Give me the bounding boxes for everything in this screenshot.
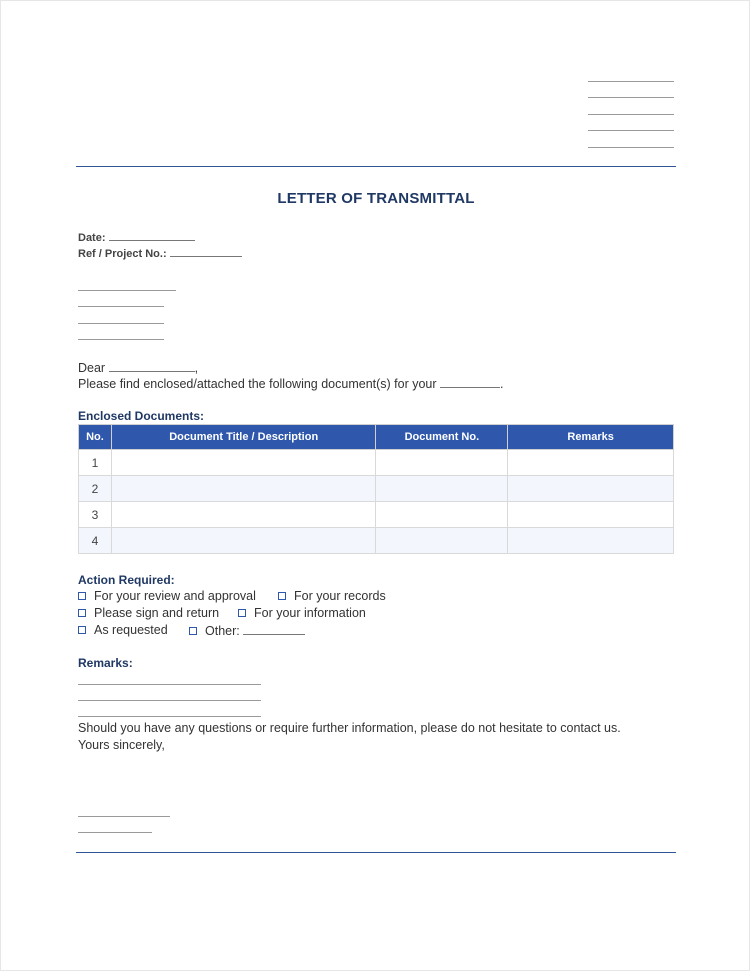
doc-no-cell[interactable]	[376, 450, 508, 476]
col-header-doc-no: Document No.	[376, 425, 508, 450]
signature-line[interactable]	[78, 816, 170, 817]
remarks-cell[interactable]	[508, 476, 674, 502]
option-as-requested[interactable]	[78, 623, 168, 637]
page-title: LETTER OF TRANSMITTAL	[277, 190, 475, 207]
remarks-cell[interactable]	[508, 528, 674, 554]
option-label: Please sign and return	[94, 606, 220, 620]
remarks-heading: Remarks:	[78, 656, 133, 670]
remarks-cell[interactable]	[508, 450, 674, 476]
sender-line[interactable]	[78, 339, 164, 340]
intro-period: .	[500, 377, 504, 391]
option-review-approval[interactable]	[78, 589, 256, 603]
address-line[interactable]	[588, 130, 674, 131]
address-line[interactable]	[588, 97, 674, 98]
checkbox-icon[interactable]	[238, 609, 246, 617]
action-heading: Action Required:	[78, 573, 175, 587]
address-line[interactable]	[588, 147, 674, 148]
ref-blank[interactable]	[170, 245, 242, 257]
table-row	[79, 476, 674, 502]
sender-line[interactable]	[78, 306, 164, 307]
remarks-cell[interactable]	[508, 502, 674, 528]
remarks-line[interactable]	[78, 716, 261, 717]
title-cell[interactable]	[111, 528, 376, 554]
option-label: As requested	[94, 623, 168, 637]
row-number: 3	[79, 502, 112, 528]
table-header-row	[79, 425, 674, 450]
option-records[interactable]	[278, 589, 386, 603]
doc-no-cell[interactable]	[376, 476, 508, 502]
signoff: Yours sincerely,	[78, 738, 165, 752]
row-number: 2	[79, 476, 112, 502]
col-header-remarks: Remarks	[508, 425, 674, 450]
date-field	[78, 229, 195, 244]
address-line[interactable]	[588, 81, 674, 82]
address-line[interactable]	[588, 114, 674, 115]
date-label: Date:	[78, 232, 106, 244]
col-header-no: No.	[79, 425, 112, 450]
checkbox-icon[interactable]	[189, 627, 197, 635]
option-label: For your information	[254, 606, 366, 620]
sender-line[interactable]	[78, 290, 176, 291]
option-other[interactable]	[189, 623, 305, 638]
checkbox-icon[interactable]	[278, 592, 286, 600]
col-header-title: Document Title / Description	[111, 425, 376, 450]
doc-no-cell[interactable]	[376, 528, 508, 554]
enclosed-heading: Enclosed Documents:	[78, 409, 205, 423]
table-row	[79, 528, 674, 554]
row-number: 1	[79, 450, 112, 476]
option-label: Other:	[205, 624, 240, 638]
option-information[interactable]	[238, 606, 366, 620]
signature-line[interactable]	[78, 832, 152, 833]
title-cell[interactable]	[111, 476, 376, 502]
doc-no-cell[interactable]	[376, 502, 508, 528]
title-cell[interactable]	[111, 502, 376, 528]
recipient-blank[interactable]	[109, 360, 195, 372]
title-cell[interactable]	[111, 450, 376, 476]
ref-label: Ref / Project No.:	[78, 248, 167, 260]
table-row	[79, 450, 674, 476]
closing-line: Should you have any questions or require further information, please do not hesitate to contact us.	[78, 721, 621, 735]
dear-label: Dear	[78, 361, 106, 375]
header-rule	[76, 166, 676, 167]
checkbox-icon[interactable]	[78, 609, 86, 617]
greeting-comma: ,	[194, 361, 199, 375]
purpose-blank[interactable]	[440, 376, 500, 388]
option-label: For your records	[294, 589, 386, 603]
row-number: 4	[79, 528, 112, 554]
table-row	[79, 502, 674, 528]
sender-line[interactable]	[78, 323, 164, 324]
intro-line	[78, 376, 504, 391]
checkbox-icon[interactable]	[78, 592, 86, 600]
intro-text: Please find enclosed/attached the following document(s) for your	[78, 377, 437, 391]
documents-table	[78, 424, 674, 554]
remarks-line[interactable]	[78, 684, 261, 685]
date-blank[interactable]	[109, 229, 195, 241]
ref-field	[78, 245, 242, 260]
option-sign-return[interactable]	[78, 606, 219, 620]
remarks-line[interactable]	[78, 700, 261, 701]
greeting-line	[78, 360, 198, 375]
checkbox-icon[interactable]	[78, 626, 86, 634]
option-label: For your review and approval	[94, 589, 256, 603]
other-blank[interactable]	[243, 623, 305, 635]
footer-rule	[76, 852, 676, 853]
